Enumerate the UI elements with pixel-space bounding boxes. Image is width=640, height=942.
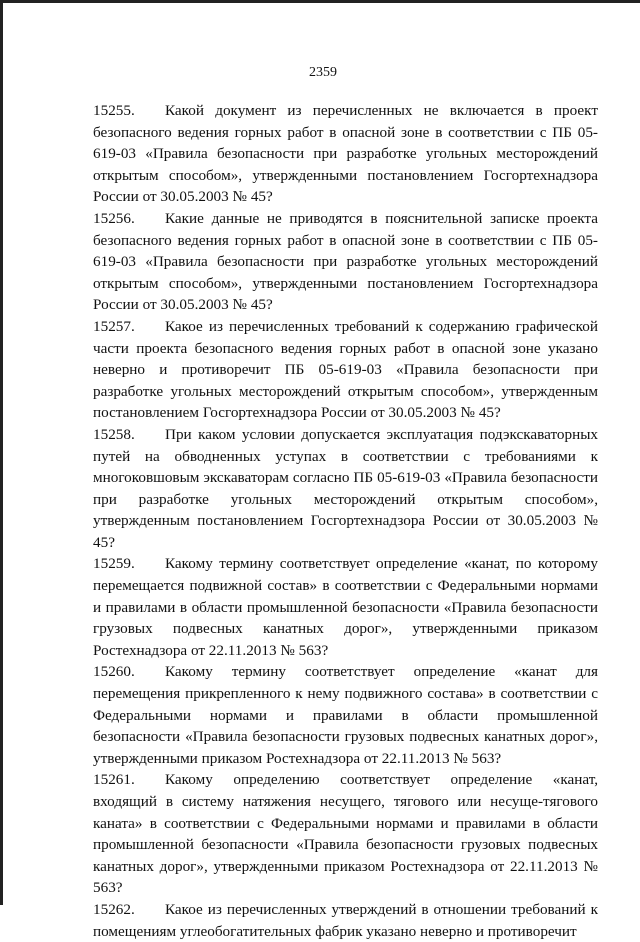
question-item [93,100,598,208]
question-item [93,553,598,661]
question-number: 15262. [93,900,135,918]
question-number: 15255. [93,102,135,119]
question-number: 15260. [93,663,135,681]
question-item [93,769,598,899]
question-number: 15261. [93,771,135,789]
page-number: 2359 [309,65,337,80]
question-number: 15259. [93,555,135,573]
question-item [93,424,598,554]
question-number: 15258. [93,425,135,443]
question-item [93,899,598,942]
question-text: Какое из перечисленных утверждений в отношении требований к помещениям углеобогатительных фабрик указано неверно и противоречит [93,900,598,940]
question-list [93,100,598,942]
question-text: Какое из перечисленных требований к содержанию графической части проекта безопасного ведения горных работ в опасной зоне указано неверно и противоречит ПБ 05-619-03 «Правила безопасности при разработке угольных месторождений открытым способом», утвержденным постановлением Госгортехнадзора России от 30.05.2003 № 45? [93,317,598,422]
question-item [93,208,598,316]
question-text: Какой документ из перечисленных не включается в проект безопасного ведения горных работ в опасной зоне в соответствии с ПБ 05-619-03 «Правила безопасности при разработке угольных месторождений открытым способом», утвержденными постановлением Госгортехнадзора России от 30.05.2003 № 45? [93,102,598,206]
question-text: Какому определению соответствует определение «канат, входящий в систему натяжения несущего, тягового или несуще-тягового каната» в соответствии с Федеральными нормами и правилами в области промышленной безопасности «Правила безопасности грузовых подвесных канатных дорог», утвержденными приказом Ростехнадзора от 22.11.2013 № 563? [93,771,598,897]
question-number: 15256. [93,209,135,227]
question-item [93,316,598,424]
question-text: Какие данные не приводятся в пояснительной записке проекта безопасного ведения горных работ в опасной зоне в соответствии с ПБ 05-619-03 «Правила безопасности при разработке угольных месторождений открытым способом», утвержденными постановлением Госгортехнадзора России от 30.05.2003 № 45? [93,209,598,314]
question-text: Какому термину соответствует определение «канат для перемещения прикрепленного к нему подвижного состава» в соответствии с Федеральными нормами и правилами в области промышленной безопасности «Правила безопасности грузовых подвесных канатных дорог», утвержденными приказом Ростехнадзора от 22.11.2013 № 563? [93,663,598,767]
question-number: 15257. [93,317,135,335]
question-text: Какому термину соответствует определение «канат, по которому перемещается подвижной состав» в соответствии с Федеральными нормами и правилами в области промышленной безопасности «Правила безопасности грузовых подвесных канатных дорог», утвержденными приказом Ростехнадзора от 22.11.2013 № 563? [93,555,598,659]
question-item [93,661,598,769]
question-text: При каком условии допускается эксплуатация подэкскаваторных путей на обводненных уступах в соответствии с требованиями к многоковшовым экскаваторам согласно ПБ 05-619-03 «Правила безопасности при разработке угольных месторождений открытым способом», утвержденным постановлением Госгортехнадзора России от 30.05.2003 № 45? [93,425,598,551]
